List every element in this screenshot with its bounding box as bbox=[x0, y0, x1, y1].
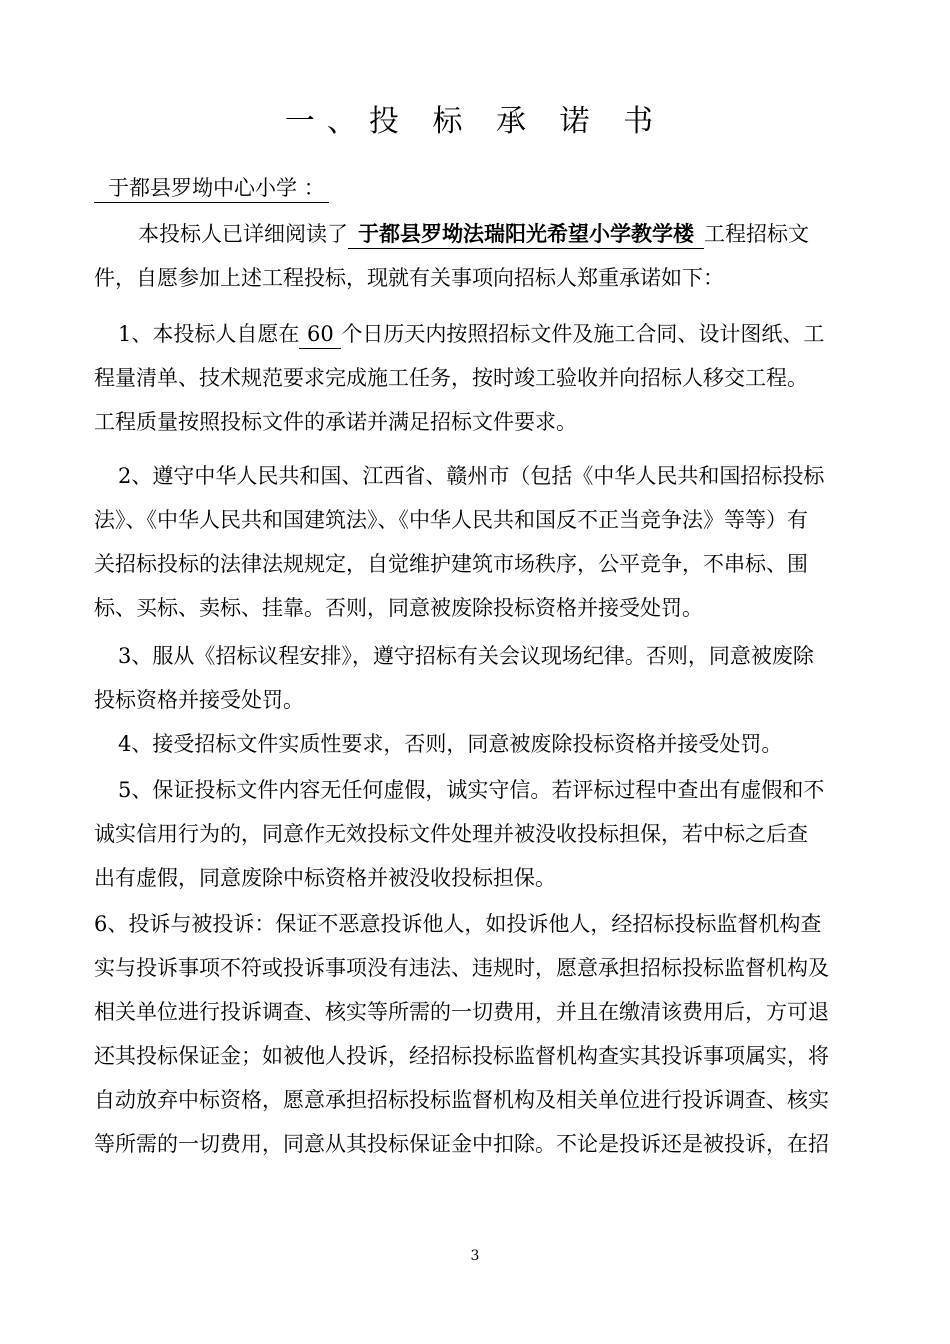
page-number: 3 bbox=[470, 1248, 480, 1264]
item-6-line-2: 实与投诉事项不符或投诉事项没有违法、违规时，愿意承担招标投标监督机构及 bbox=[94, 956, 829, 980]
item-6-line-1: 6、投诉与被投诉：保证不恶意投诉他人，如投诉他人，经招标投标监督机构查 bbox=[94, 912, 822, 936]
item-6-line-4: 还其投标保证金；如被他人投诉，经招标投标监督机构查实其投诉事项属实，将 bbox=[94, 1044, 829, 1068]
item-1-line-2: 程量清单、技术规范要求完成施工任务，按时竣工验收并向招标人移交工程。 bbox=[94, 366, 808, 390]
project-name: 于都县罗坳法瑞阳光希望小学教学楼 bbox=[348, 220, 704, 249]
item-1-line-1: 1、本投标人自愿在 60 个日历天内按照招标文件及施工合同、设计图纸、工 bbox=[118, 320, 824, 349]
item-2-line-3: 关招标投标的法律法规规定，自觉维护建筑市场秩序，公平竞争，不串标、围 bbox=[94, 552, 808, 576]
item-3-line-2: 投标资格并接受处罚。 bbox=[94, 688, 304, 712]
item-6-line-5: 自动放弃中标资格，愿意承担招标投标监督机构及相关单位进行投诉调查、核实 bbox=[94, 1088, 829, 1112]
recipient-name: 于都县罗坳中心小学 ： bbox=[94, 174, 329, 203]
recipient-line bbox=[94, 174, 329, 203]
document-title: 一、投 标 承 诺 书 bbox=[284, 104, 666, 139]
item-2-line-1: 2、遵守中华人民共和国、江西省、赣州市（包括《中华人民共和国招标投标 bbox=[118, 464, 825, 488]
item-5-line-1: 5、保证投标文件内容无任何虚假，诚实守信。若评标过程中查出有虚假和不 bbox=[118, 778, 825, 802]
item-6-line-6: 等所需的一切费用，同意从其投标保证金中扣除。不论是投诉还是被投诉，在招 bbox=[94, 1132, 829, 1156]
intro-line-1: 本投标人已详细阅读了 于都县罗坳法瑞阳光希望小学教学楼 工程招标文 bbox=[138, 220, 809, 249]
item-5-line-2: 诚实信用行为的，同意作无效投标文件处理并被没收投标担保，若中标之后查 bbox=[94, 822, 808, 846]
duration-days: 60 bbox=[299, 320, 341, 349]
intro-line-2: 件，自愿参加上述工程投标，现就有关事项向招标人郑重承诺如下： bbox=[94, 266, 724, 290]
item-2-line-2: 法》、《中华人民共和国建筑法》、《中华人民共和国反不正当竞争法》等等）有 bbox=[94, 508, 808, 532]
item-6-line-3: 相关单位进行投诉调查、核实等所需的一切费用，并且在缴清该费用后，方可退 bbox=[94, 1000, 829, 1024]
item-1-line-3: 工程质量按照投标文件的承诺并满足招标文件要求。 bbox=[94, 410, 577, 434]
item-5-line-3: 出有虚假，同意废除中标资格并被没收投标担保。 bbox=[94, 866, 556, 890]
item-4-line-1: 4、接受招标文件实质性要求，否则，同意被废除投标资格并接受处罚。 bbox=[118, 732, 783, 756]
item-3-line-1: 3、服从《招标议程安排》，遵守招标有关会议现场纪律。否则，同意被废除 bbox=[118, 644, 814, 668]
item-2-line-4: 标、买标、卖标、挂靠。否则，同意被废除投标资格并接受处罚。 bbox=[94, 596, 703, 620]
